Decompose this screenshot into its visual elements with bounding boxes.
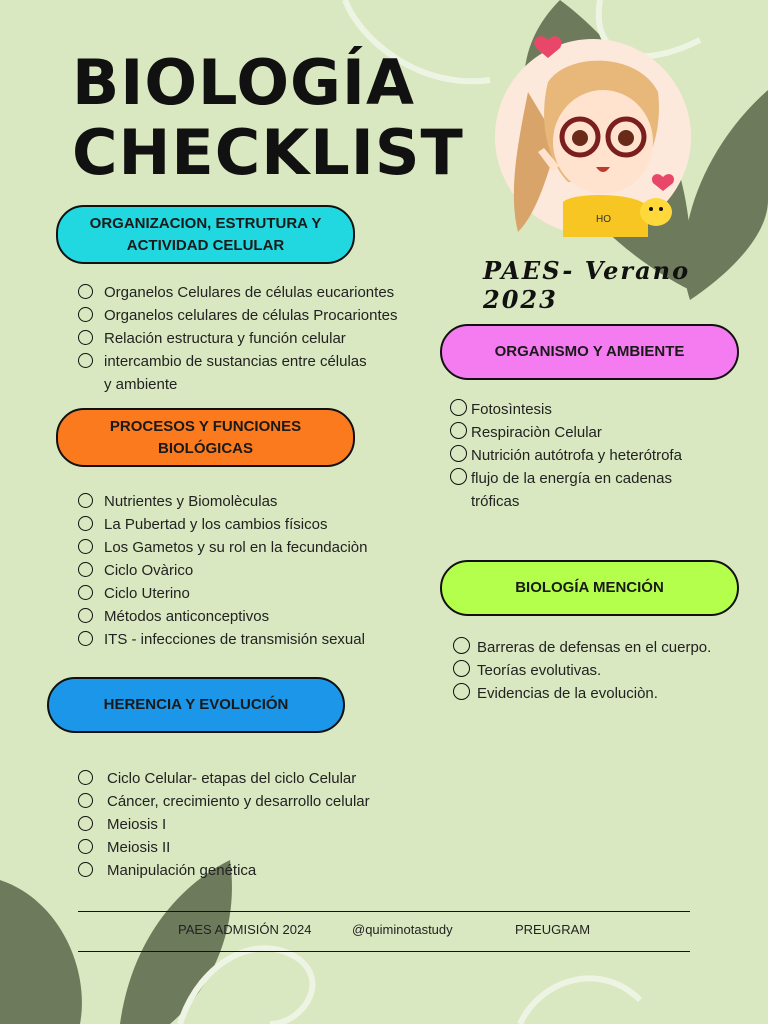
checkbox-circle-icon[interactable]: [78, 562, 93, 577]
section-label: ACTIVIDAD CELULAR: [126, 236, 285, 254]
leaf-bottom-left: [0, 880, 82, 1024]
checklist-item[interactable]: Respiraciòn Celular: [450, 421, 682, 444]
checklist-item[interactable]: Nutrición autótrofa y heterótrofa: [450, 444, 682, 467]
checklist-item[interactable]: La Pubertad y los cambios físicos: [78, 513, 367, 536]
section-label: HERENCIA Y EVOLUCIÓN: [103, 696, 289, 713]
checklist-item[interactable]: intercambio de sustancias entre células: [78, 350, 398, 373]
checklist-item[interactable]: Evidencias de la evoluciòn.: [453, 682, 711, 705]
section-procesos-header: [56, 408, 355, 467]
section-mencion-header: [440, 560, 739, 616]
checklist-mencion: [453, 636, 711, 705]
section-label: BIOLOGÍA MENCIÓN: [515, 579, 664, 596]
subtitle: PAES- Verano 2023: [483, 256, 691, 314]
checkbox-circle-icon[interactable]: [78, 284, 93, 299]
leaf-bottom-mid: [120, 860, 232, 1024]
checkbox-circle-icon[interactable]: [453, 637, 470, 654]
swirl-bottom-right: [520, 978, 640, 1024]
checklist-item[interactable]: Métodos anticonceptivos: [78, 605, 367, 628]
checklist-item[interactable]: Barreras de defensas en el cuerpo.: [453, 636, 711, 659]
checkbox-circle-icon[interactable]: [78, 793, 93, 808]
checklist-item[interactable]: Organelos celulares de células Procariontes: [78, 304, 398, 327]
checklist-organizacion: [78, 281, 398, 396]
checkbox-circle-icon[interactable]: [453, 660, 470, 677]
checklist-item[interactable]: flujo de la energía en cadenas: [450, 467, 682, 490]
checklist-item-continuation: tróficas: [471, 493, 520, 510]
checklist-procesos: [78, 490, 367, 651]
footer-preugram: PREUGRAM: [515, 922, 591, 937]
checklist-item[interactable]: Nutrientes y Biomolèculas: [78, 490, 367, 513]
checkbox-circle-icon[interactable]: [453, 683, 470, 700]
checkbox-circle-icon[interactable]: [78, 839, 93, 854]
section-organizacion-header: [56, 205, 355, 264]
checklist-item[interactable]: Teorías evolutivas.: [453, 659, 711, 682]
checkbox-circle-icon[interactable]: [78, 816, 93, 831]
checkbox-circle-icon[interactable]: [78, 585, 93, 600]
section-herencia-header: [47, 677, 345, 733]
checkbox-circle-icon[interactable]: [78, 307, 93, 322]
checklist-item-continuation: y ambiente: [104, 376, 178, 393]
checklist-item[interactable]: Ciclo Uterino: [78, 582, 367, 605]
checklist-item[interactable]: Manipulación genética: [78, 859, 370, 882]
checkbox-circle-icon[interactable]: [450, 399, 467, 416]
checklist-item[interactable]: Meiosis I: [78, 813, 370, 836]
checklist-organismo: [450, 398, 682, 513]
section-label: ORGANISMO Y AMBIENTE: [494, 343, 685, 360]
section-label: ORGANIZACION, ESTRUTURA Y: [89, 214, 322, 232]
checkbox-circle-icon[interactable]: [450, 468, 467, 485]
checklist-item[interactable]: Organelos Celulares de células eucariontes: [78, 281, 398, 304]
checklist-item[interactable]: Ciclo Celular- etapas del ciclo Celular: [78, 767, 370, 790]
checkbox-circle-icon[interactable]: [78, 608, 93, 623]
girl-illustration: [478, 32, 718, 252]
checklist-item[interactable]: Ciclo Ovàrico: [78, 559, 367, 582]
title-line-1: BIOLOGÍA: [72, 46, 415, 119]
checkbox-circle-icon[interactable]: [78, 516, 93, 531]
checkbox-circle-icon[interactable]: [78, 770, 93, 785]
footer-rule-bottom: [78, 951, 690, 952]
checklist-item[interactable]: Relación estructura y función celular: [78, 327, 398, 350]
checkbox-circle-icon[interactable]: [450, 422, 467, 439]
title-line-2: CHECKLIST: [72, 116, 464, 189]
footer-rule-top: [78, 911, 690, 912]
section-label: PROCESOS Y FUNCIONES: [109, 417, 302, 435]
checklist-item[interactable]: Cáncer, crecimiento y desarrollo celular: [78, 790, 370, 813]
checkbox-circle-icon[interactable]: [78, 539, 93, 554]
checkbox-circle-icon[interactable]: [78, 493, 93, 508]
checklist-herencia: [78, 767, 370, 882]
checklist-item[interactable]: Fotosìntesis: [450, 398, 682, 421]
checklist-item[interactable]: Meiosis II: [78, 836, 370, 859]
checklist-item[interactable]: Los Gametos y su rol en la fecundaciòn: [78, 536, 367, 559]
checkbox-circle-icon[interactable]: [78, 330, 93, 345]
footer-admision: PAES ADMISIÓN 2024: [178, 922, 312, 937]
checkbox-circle-icon[interactable]: [450, 445, 467, 462]
section-label: BIOLÓGICAS: [157, 439, 253, 457]
shirt-text: HO: [596, 214, 611, 225]
checklist-item[interactable]: ITS - infecciones de transmisión sexual: [78, 628, 367, 651]
section-organismo-header: [440, 324, 739, 380]
checkbox-circle-icon[interactable]: [78, 862, 93, 877]
checkbox-circle-icon[interactable]: [78, 631, 93, 646]
footer-handle: @quiminotastudy: [352, 922, 453, 937]
checkbox-circle-icon[interactable]: [78, 353, 93, 368]
